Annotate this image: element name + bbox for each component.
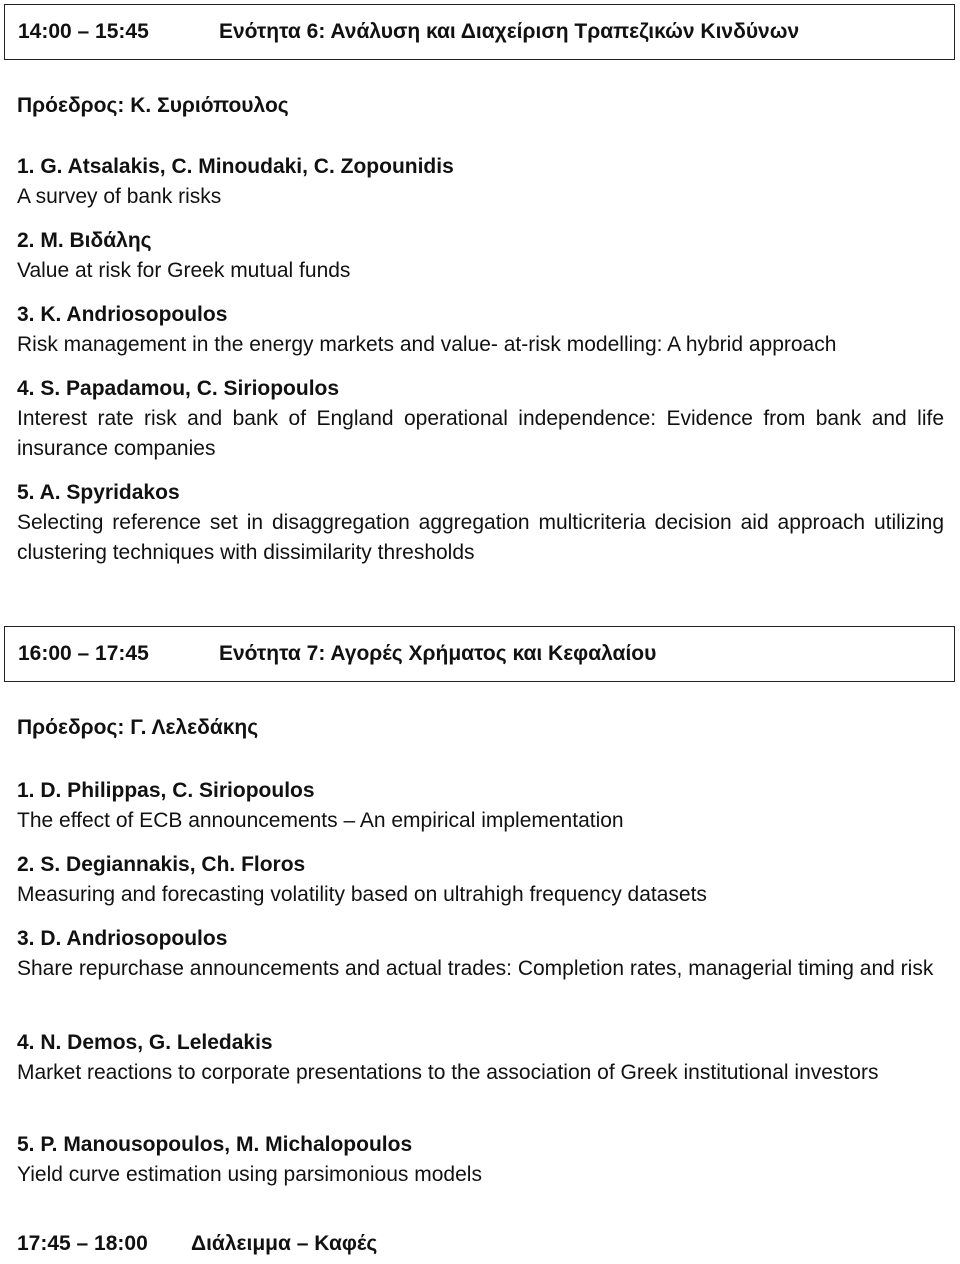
paper-authors: 2. S. Degiannakis, Ch. Floros xyxy=(17,853,306,876)
session-6-chair: Πρόεδρος: Κ. Συριόπουλος xyxy=(17,94,289,117)
paper-authors: 4. N. Demos, G. Leledakis xyxy=(17,1031,273,1054)
session-7-title: Ενότητα 7: Αγορές Χρήματος και Κεφαλαίου xyxy=(219,642,657,665)
paper-item xyxy=(17,850,944,910)
paper-item xyxy=(17,1028,944,1088)
paper-title: Yield curve estimation using parsimonious models xyxy=(17,1163,482,1186)
session-6-title: Ενότητα 6: Ανάλυση και Διαχείριση Τραπεζικών Κινδύνων xyxy=(219,20,800,43)
paper-title: Risk management in the energy markets and value- at-risk modelling: A hybrid approach xyxy=(17,333,837,356)
paper-authors: 1. G. Atsalakis, C. Minoudaki, C. Zopounidis xyxy=(17,155,454,178)
paper-authors: 5. P. Manousopoulos, M. Michalopoulos xyxy=(17,1133,413,1156)
paper-title: A survey of bank risks xyxy=(17,185,222,208)
paper-title: Market reactions to corporate presentations to the association of Greek institutional investors xyxy=(17,1061,879,1084)
paper-title: Selecting reference set in disaggregation aggregation multicriteria decision aid approach utilizing clustering techniques with dissimilarity thresholds xyxy=(17,511,944,564)
paper-item xyxy=(17,300,944,360)
paper-title: Share repurchase announcements and actual trades: Completion rates, managerial timing and risk xyxy=(17,957,934,980)
session-7-time: 16:00 – 17:45 xyxy=(18,642,149,665)
paper-authors: 2. M. Βιδάλης xyxy=(17,229,152,252)
session-6-header xyxy=(4,4,955,60)
paper-title: Value at risk for Greek mutual funds xyxy=(17,259,351,282)
break-title: Διάλειμμα – Καφές xyxy=(191,1232,378,1255)
paper-item xyxy=(17,226,944,286)
paper-item xyxy=(17,478,944,568)
session-6-time: 14:00 – 15:45 xyxy=(18,20,149,43)
paper-item xyxy=(17,374,944,464)
paper-authors: 3. K. Andriosopoulos xyxy=(17,303,228,326)
paper-title: Measuring and forecasting volatility based on ultrahigh frequency datasets xyxy=(17,883,707,906)
paper-item xyxy=(17,776,944,836)
coffee-break xyxy=(17,1232,378,1256)
paper-title: The effect of ECB announcements – An empirical implementation xyxy=(17,809,624,832)
session-7-chair: Πρόεδρος: Γ. Λελεδάκης xyxy=(17,716,259,739)
paper-authors: 3. D. Andriosopoulos xyxy=(17,927,228,950)
session-7-header xyxy=(4,626,955,682)
break-time: 17:45 – 18:00 xyxy=(17,1232,148,1255)
paper-title: Interest rate risk and bank of England operational independence: Evidence from bank and life insurance companies xyxy=(17,407,944,460)
paper-authors: 5. A. Spyridakos xyxy=(17,481,180,504)
paper-item xyxy=(17,1130,944,1190)
paper-item xyxy=(17,924,944,984)
paper-authors: 4. S. Papadamou, C. Siriopoulos xyxy=(17,377,340,400)
paper-item xyxy=(17,152,944,212)
paper-authors: 1. D. Philippas, C. Siriopoulos xyxy=(17,779,315,802)
